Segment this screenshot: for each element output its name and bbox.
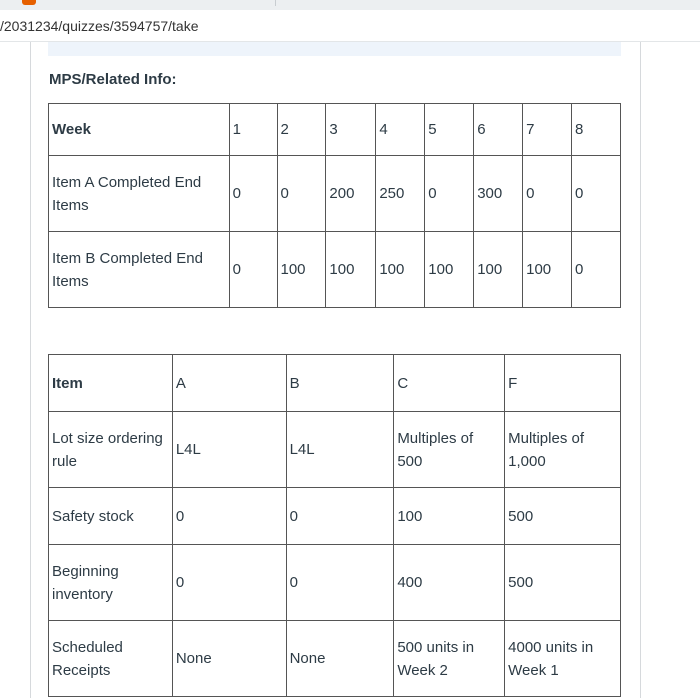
week-header: 6	[474, 104, 523, 156]
item-data-table	[48, 354, 621, 697]
row-label: Beginning inventory	[49, 545, 173, 621]
table-cell: 500 units in Week 2	[394, 621, 505, 697]
item-header: A	[172, 355, 286, 412]
table-cell: 0	[523, 156, 572, 232]
row-label: Item B Completed End Items	[49, 232, 230, 308]
table-row	[49, 621, 621, 697]
week-header: 3	[326, 104, 376, 156]
week-header: 7	[523, 104, 572, 156]
question-banner	[48, 42, 621, 56]
item-header: C	[394, 355, 505, 412]
table-cell: 0	[172, 545, 286, 621]
table-cell: 250	[376, 156, 425, 232]
week-header: 4	[376, 104, 425, 156]
table-cell: 200	[326, 156, 376, 232]
table-cell: None	[172, 621, 286, 697]
section-title: MPS/Related Info:	[49, 71, 177, 88]
table-cell: 0	[286, 488, 394, 545]
tab-separator	[275, 0, 276, 6]
table-cell: Multiples of 500	[394, 412, 505, 488]
item-header: F	[505, 355, 621, 412]
table-cell: L4L	[172, 412, 286, 488]
table-cell: 500	[505, 545, 621, 621]
item-header-row	[49, 355, 621, 412]
table-cell: Multiples of 1,000	[505, 412, 621, 488]
row-label: Lot size ordering rule	[49, 412, 173, 488]
table-cell: 100	[277, 232, 326, 308]
table-cell: 0	[229, 156, 277, 232]
table-cell: 0	[425, 156, 474, 232]
table-row	[49, 232, 621, 308]
table-cell: 100	[394, 488, 505, 545]
url-text[interactable]: /2031234/quizzes/3594757/take	[0, 18, 199, 34]
content-left-border	[30, 42, 31, 698]
table-row	[49, 545, 621, 621]
table-cell: 400	[394, 545, 505, 621]
item-header-label: Item	[49, 355, 173, 412]
table-cell: 500	[505, 488, 621, 545]
item-header: B	[286, 355, 394, 412]
week-header: 1	[229, 104, 277, 156]
mps-header-label: Week	[49, 104, 230, 156]
row-label: Item A Completed End Items	[49, 156, 230, 232]
table-cell: 100	[376, 232, 425, 308]
week-header: 5	[425, 104, 474, 156]
tab-favicon-icon	[22, 0, 36, 5]
mps-table	[48, 103, 621, 308]
week-header: 8	[572, 104, 621, 156]
address-bar[interactable]	[0, 10, 700, 42]
mps-header-row	[49, 104, 621, 156]
week-header: 2	[277, 104, 326, 156]
table-row	[49, 412, 621, 488]
table-cell: 0	[286, 545, 394, 621]
table-cell: 100	[326, 232, 376, 308]
row-label: Scheduled Receipts	[49, 621, 173, 697]
table-cell: 0	[572, 232, 621, 308]
table-cell: 100	[425, 232, 474, 308]
table-cell: 4000 units in Week 1	[505, 621, 621, 697]
table-cell: 0	[572, 156, 621, 232]
browser-top-strip	[0, 0, 700, 10]
row-label: Safety stock	[49, 488, 173, 545]
table-row	[49, 488, 621, 545]
table-cell: None	[286, 621, 394, 697]
table-cell: 100	[523, 232, 572, 308]
table-cell: 0	[229, 232, 277, 308]
table-cell: L4L	[286, 412, 394, 488]
table-row	[49, 156, 621, 232]
table-cell: 300	[474, 156, 523, 232]
table-cell: 0	[277, 156, 326, 232]
table-cell: 0	[172, 488, 286, 545]
table-cell: 100	[474, 232, 523, 308]
content-right-border	[640, 42, 641, 698]
